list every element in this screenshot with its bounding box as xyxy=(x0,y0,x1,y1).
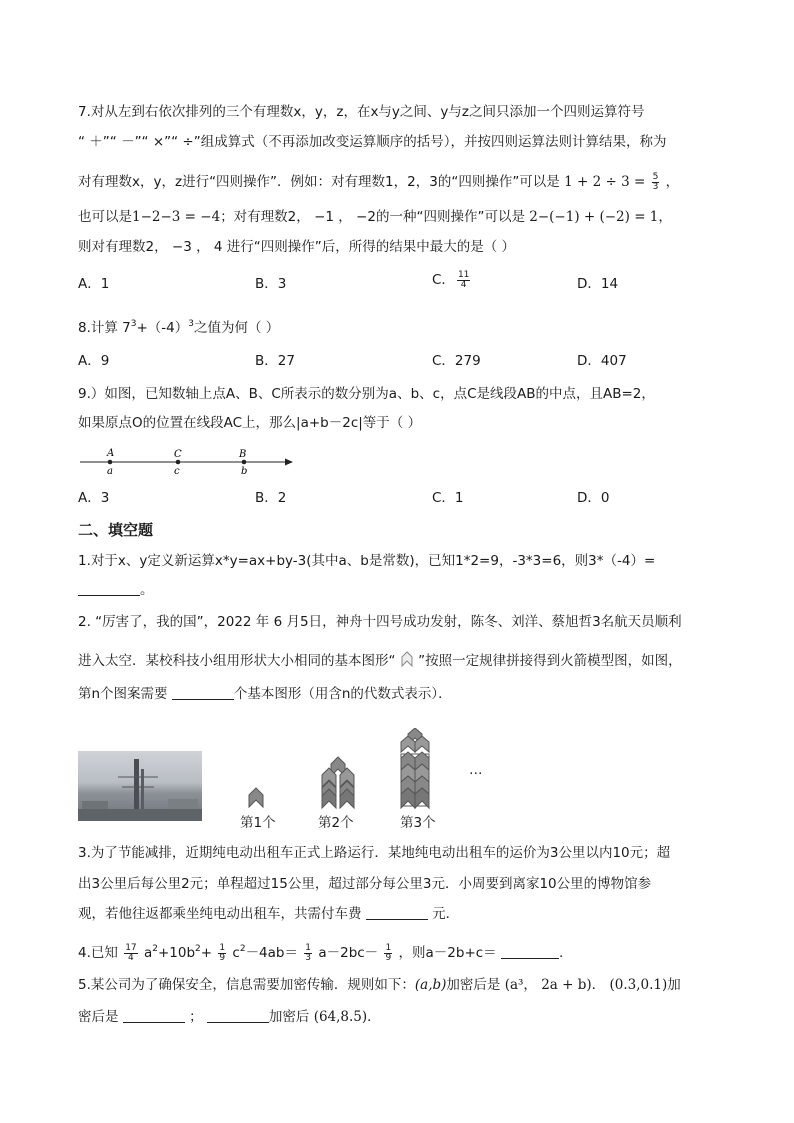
f5-math-1: (a,b) xyxy=(414,977,447,993)
q8-sup2: 3 xyxy=(188,319,195,329)
q7-option-c[interactable] xyxy=(432,270,472,290)
f2-answer-blank[interactable] xyxy=(172,685,234,700)
f2-text-2b: ”按照一定规律拼接得到火箭模型图，如图， xyxy=(418,653,682,669)
f5-text-1a: 5.某公司为了确保安全，信息需要加密传输．规则如下： xyxy=(78,977,415,993)
f4-t4: c xyxy=(232,945,240,961)
pattern-3 xyxy=(401,728,429,808)
frac-den: 9 xyxy=(385,952,392,963)
q7-text-1: 7.对从左到右依次排列的三个有理数x，y，z，在x与y之间、y与z之间只添加一个四则运算符号 xyxy=(78,104,645,120)
q7-option-b[interactable]: B．3 xyxy=(255,276,287,292)
f5-math-4: (64,8.5) xyxy=(313,1009,368,1025)
section-heading: 二、填空题 xyxy=(78,521,154,539)
f1-text: 1.对于x、y定义新运算x*y=ax+by-3(其中a、b是常数)，已知1*2=9，-3*3=6，则3*（-4）= xyxy=(78,553,656,569)
q9-option-c[interactable]: C．1 xyxy=(432,490,464,506)
f4-frac-3 xyxy=(304,944,312,963)
number-line-figure xyxy=(78,445,298,477)
opt-c-prefix: C． xyxy=(432,272,455,288)
opt-c-fraction xyxy=(457,271,470,290)
frac-num: 17 xyxy=(125,942,137,953)
number-line-arrow xyxy=(285,459,293,466)
label-c-lower: c xyxy=(174,466,180,477)
label-c-upper: C xyxy=(174,449,182,460)
f4-t2: +10b xyxy=(157,945,196,961)
label-b-lower: b xyxy=(241,466,248,477)
frac-num: 5 xyxy=(652,171,659,182)
f4-pre: 4.已知 xyxy=(78,945,118,961)
point-c xyxy=(176,460,181,465)
q7-text-3: 对有理数x，y，z进行“四则操作”．例如：对有理数1，2，3的“四则操作”可以是 xyxy=(78,174,560,190)
f3-line-3 xyxy=(78,904,459,924)
q7-text-4b: ；对有理数2， −1 ， −2的一种“四则操作”可以是 xyxy=(220,209,525,225)
f1-answer-blank[interactable] xyxy=(78,581,140,596)
f5-line-1 xyxy=(78,975,681,995)
caption-figure-2: 第2个 xyxy=(318,815,354,831)
f4-t6: a－2bc－ xyxy=(318,945,379,961)
ellipsis: … xyxy=(469,762,483,778)
frac-den: 4 xyxy=(460,279,467,290)
label-a-upper: A xyxy=(107,448,115,459)
q8-option-c[interactable]: C．279 xyxy=(432,353,481,369)
f2-text-3b: 个基本图形（用含n的代数式表示）． xyxy=(233,686,452,702)
f4-t5: －4ab＝ xyxy=(245,945,298,961)
basic-shape-icon xyxy=(400,650,414,668)
f5-text-2c: 加密后 xyxy=(268,1009,310,1025)
q9-option-b[interactable]: B．2 xyxy=(255,490,287,506)
frac-num: 1 xyxy=(385,942,392,953)
label-b-upper: B xyxy=(239,449,247,460)
f1-line-2 xyxy=(78,580,154,600)
f5-math-3: (0.3,0.1) xyxy=(609,977,668,993)
f3-answer-blank[interactable] xyxy=(366,905,428,920)
point-a xyxy=(108,460,113,465)
q7-line-3 xyxy=(78,172,679,192)
q8-pre: 8.计算 7 xyxy=(78,320,131,336)
f3-text-1: 3.为了节能减排，近期纯电动出租车正式上路运行．某地纯电动出租车的运价为3公里以内10元；超 xyxy=(78,845,671,861)
f5-text-2a: 密后是 xyxy=(78,1009,119,1025)
f2-line-1 xyxy=(78,612,682,632)
f4-line xyxy=(78,939,563,963)
q7-text-5: 则对有理数2， −3 ， 4 进行“四则操作”后，所得的结果中最大的是（ ） xyxy=(78,239,516,255)
caption-figure-1: 第1个 xyxy=(240,815,276,831)
q7-line-4 xyxy=(78,207,672,227)
f5-math-2: (a³， 2a + b) xyxy=(504,977,592,993)
q9-option-d[interactable]: D．0 xyxy=(577,490,610,506)
frac-num: 1 xyxy=(305,942,312,953)
f2-line-2 xyxy=(78,650,682,671)
q8-post: 之值为何（ ） xyxy=(194,320,280,336)
q7-text-3-end: ， xyxy=(665,174,680,190)
q9-text-2: 如果原点O的位置在线段AC上，那么|a+b－2c|等于（ ） xyxy=(78,415,422,431)
frac-den: 3 xyxy=(652,181,659,192)
q7-line-1 xyxy=(78,102,645,122)
f2-line-3 xyxy=(78,684,452,704)
f5-text-2b: ； xyxy=(189,1009,203,1025)
f4-t3: + xyxy=(200,945,213,961)
q7-math-1: 1 + 2 ÷ 3 = xyxy=(564,174,646,190)
f4-s1: 2 xyxy=(152,944,158,954)
q7-math-2: 1−2−3 = −4 xyxy=(132,209,221,225)
pattern-figures xyxy=(240,728,500,810)
f5-line-2 xyxy=(78,1007,381,1027)
frac-den: 3 xyxy=(305,952,312,963)
q9-option-a[interactable]: A．3 xyxy=(78,490,110,506)
frac-den: 9 xyxy=(219,952,226,963)
q7-text-4end: ， xyxy=(658,209,672,225)
q7-text-2: “ ＋”“ －”“ ×”“ ÷”组成算式（不再添加改变运算顺序的括号），并按四则运算法则计算结果，称为 xyxy=(78,134,667,150)
q8-option-b[interactable]: B．27 xyxy=(255,353,295,369)
q7-fraction xyxy=(652,173,660,192)
f5-text-1c: ． xyxy=(591,977,606,993)
f5-answer-blank-1[interactable] xyxy=(123,1008,185,1023)
label-a-lower: a xyxy=(107,466,113,477)
f5-answer-blank-2[interactable] xyxy=(207,1008,269,1023)
f3-text-3a: 观，若他往返都乘坐纯电动出租车，共需付车费 xyxy=(78,906,362,922)
q7-option-d[interactable]: D．14 xyxy=(577,276,619,292)
q7-line-2 xyxy=(78,132,667,152)
f4-frac-2 xyxy=(218,944,226,963)
q8-option-d[interactable]: D．407 xyxy=(577,353,627,369)
frac-num: 11 xyxy=(457,269,470,280)
q8-mid: +（-4） xyxy=(136,320,189,336)
frac-num: 1 xyxy=(219,942,226,953)
f4-s3: 2 xyxy=(239,944,246,954)
f2-text-1: 2. “厉害了，我的国”，2022 年 6 月5日，神舟十四号成功发射，陈冬、刘洋、蔡旭哲3名航天员顺利 xyxy=(78,614,682,630)
f3-line-2 xyxy=(78,874,651,894)
f4-frac-4 xyxy=(384,944,392,963)
q7-math-3: 2−(−1) + (−2) = 1 xyxy=(529,209,659,225)
f3-text-3b: 元． xyxy=(432,906,460,922)
f4-frac-1 xyxy=(124,944,137,963)
f5-text-1d: 加 xyxy=(667,977,681,993)
frac-den: 4 xyxy=(128,952,134,963)
caption-figure-3: 第3个 xyxy=(400,815,436,831)
q7-line-5 xyxy=(78,237,515,257)
f4-t7: ，则a－2b+c＝ xyxy=(398,945,497,961)
q7-text-4a: 也可以是 xyxy=(78,209,132,225)
f1-line-1 xyxy=(78,551,655,571)
f5-text-1b: 加密后是 xyxy=(446,977,501,993)
f4-answer-blank[interactable] xyxy=(501,944,559,959)
q8-sup1: 3 xyxy=(130,319,137,329)
f4-s2: 2 xyxy=(195,944,201,954)
q9-line-2 xyxy=(78,413,421,433)
point-b xyxy=(242,460,247,465)
f1-end: 。 xyxy=(140,582,154,598)
f5-text-2d: ． xyxy=(367,1009,381,1025)
f3-line-1 xyxy=(78,843,670,863)
rocket-launch-photo xyxy=(78,751,202,821)
pattern-2 xyxy=(322,757,354,808)
f4-t8: . xyxy=(558,945,564,961)
photo-sketch xyxy=(78,751,202,821)
f4-t1: a xyxy=(143,945,153,961)
q8-option-a[interactable]: A．9 xyxy=(78,353,110,369)
q8-line xyxy=(78,314,279,338)
f2-text-3a: 第n个图案需要 xyxy=(78,686,168,702)
q9-line-1 xyxy=(78,384,655,404)
q7-option-a[interactable]: A．1 xyxy=(78,276,110,292)
f3-text-2: 出3公里后每公里2元；单程超过15公里，超过部分每公里3元．小周要到离家10公里的博物馆参 xyxy=(78,876,652,892)
q9-text-1: 9.）如图，已知数轴上点A、B、C所表示的数分别为a、b、c，点C是线段AB的中点，且AB=2， xyxy=(78,386,655,402)
f2-text-2a: 进入太空．某校科技小组用形状大小相同的基本图形“ xyxy=(78,653,396,669)
pattern-1 xyxy=(249,788,263,807)
